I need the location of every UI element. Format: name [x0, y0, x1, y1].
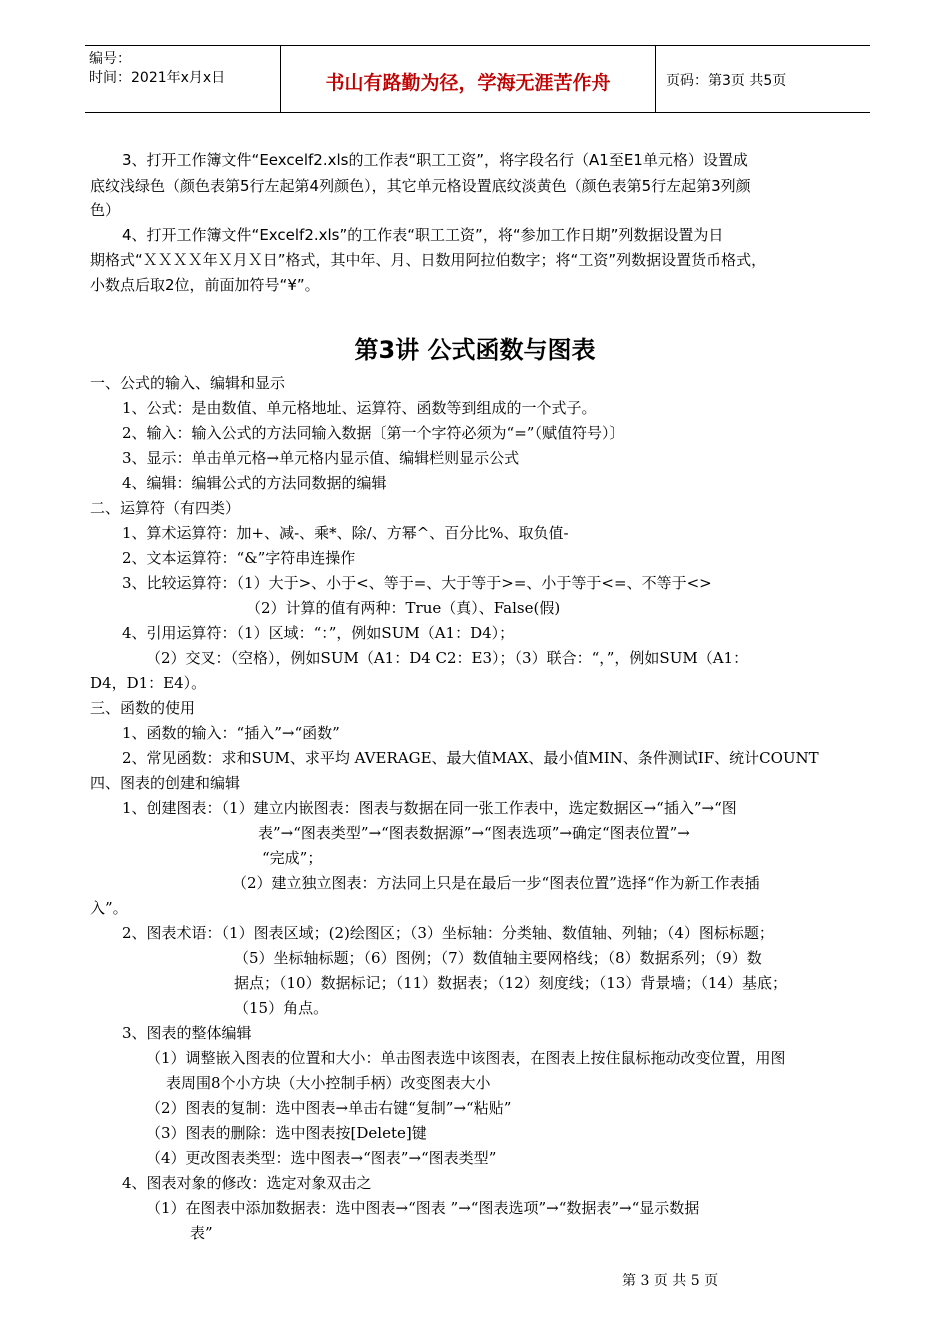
body-line: 2、输入：输入公式的方法同输入数据〔第一个字符必须为“=”（赋值符号）〕: [122, 424, 625, 442]
section-heading: 四、图表的创建和编辑: [90, 774, 241, 792]
body-line: 入”。: [90, 899, 128, 917]
section-heading: 三、函数的使用: [90, 699, 196, 717]
document-date: 时间：2021年x月x日: [89, 70, 226, 86]
body-line: （2）交叉：（空格），例如SUM（A1：D4 C2：E3）；（3）联合：“，”，例如SUM（A1：: [146, 649, 749, 667]
intro-line: 4、打开工作簿文件“Excelf2.xls”的工作表“职工工资”，将“参加工作日期”列数据设置为日: [122, 226, 724, 244]
body-line: 表”→“图表类型”→“图表数据源”→“图表选项”→确定“图表位置”→: [258, 824, 690, 842]
body-line: D4，D1：E4）。: [90, 674, 207, 692]
body-line: 3、图表的整体编辑: [122, 1024, 252, 1042]
body-line: 表”: [190, 1224, 213, 1242]
intro-line: 3、打开工作簿文件“Eexcelf2.xls的工作表“职工工资”，将字段名行（A1至E1单元格）设置成: [122, 151, 748, 169]
body-line: （3）图表的删除：选中图表按[Delete]键: [146, 1124, 427, 1142]
intro-line: 期格式“ＸＸＸＸ年Ｘ月Ｘ日”格式，其中年、月、日数用阿拉伯数字；将“工资”列数据设置货币格式，: [90, 251, 767, 269]
intro-line: 小数点后取2位，前面加符号“¥”。: [90, 276, 320, 294]
header-motto: 书山有路勤为径，学海无涯苦作舟: [281, 46, 656, 112]
body-line: （15）角点。: [234, 999, 329, 1017]
body-line: （2）计算的值有两种：True（真）、False(假): [246, 599, 561, 617]
page-header: [85, 45, 870, 113]
lecture-title: 第3讲 公式函数与图表: [354, 336, 596, 364]
body-line: （1）调整嵌入图表的位置和大小：单击图表选中该图表，在图表上按住鼠标拖动改变位置，用图: [146, 1049, 786, 1067]
body-line: 1、函数的输入：“插入”→“函数”: [122, 724, 340, 742]
header-meta: [85, 46, 281, 112]
body-line: 3、比较运算符：（1）大于>、小于<、等于=、大于等于>=、小于等于<=、不等于<>: [122, 574, 712, 592]
body-line: 2、文本运算符：“&”字符串连操作: [122, 549, 356, 567]
body-line: 表周围8个小方块（大小控制手柄）改变图表大小: [166, 1074, 491, 1092]
page-footer: 第 3 页 共 5 页: [622, 1273, 719, 1289]
body-line: 1、公式：是由数值、单元格地址、运算符、函数等到组成的一个式子。: [122, 399, 597, 417]
body-line: 2、常见函数：求和SUM、求平均 AVERAGE、最大值MAX、最小值MIN、条件测试IF、统计COUNT: [122, 749, 819, 767]
body-line: （1）在图表中添加数据表：选中图表→“图表 ”→“图表选项”→“数据表”→“显示数据: [146, 1199, 700, 1217]
body-line: 3、显示：单击单元格→单元格内显示值、编辑栏则显示公式: [122, 449, 520, 467]
body-line: 1、创建图表：（1）建立内嵌图表：图表与数据在同一张工作表中，选定数据区→“插入”→“图: [122, 799, 737, 817]
section-heading: 二、运算符（有四类）: [90, 499, 241, 517]
body-line: 1、算术运算符：加+、减-、乘*、除/、方幂^、百分比%、取负值-: [122, 524, 569, 542]
body-line: 据点；（10）数据标记；（11）数据表；（12）刻度线；（13）背景墙；（14）基底；: [234, 974, 787, 992]
body-line: “完成”；: [262, 849, 323, 867]
header-page-number: 页码：第3页 共5页: [666, 73, 787, 89]
body-line: 2、图表术语：（1）图表区域；(2)绘图区；（3）坐标轴：分类轴、数值轴、列轴；（4）图标标题；: [122, 924, 774, 942]
body-line: （5）坐标轴标题；（6）图例；（7）数值轴主要网格线；（8）数据系列；（9）数: [234, 949, 762, 967]
body-line: 4、编辑：编辑公式的方法同数据的编辑: [122, 474, 387, 492]
body-line: （2）建立独立图表：方法同上只是在最后一步“图表位置”选择“作为新工作表插: [232, 874, 760, 892]
body-line: （4）更改图表类型：选中图表→“图表”→“图表类型”: [146, 1149, 497, 1167]
body-line: 4、引用运算符：（1）区域：“：”，例如SUM（A1：D4）；: [122, 624, 515, 642]
intro-line: 底纹浅绿色（颜色表第5行左起第4列颜色），其它单元格设置底纹淡黄色（颜色表第5行左起第3列颜: [90, 177, 751, 195]
body-line: 4、图表对象的修改：选定对象双击之: [122, 1174, 372, 1192]
document-number: 编号：: [89, 51, 131, 67]
intro-line: 色）: [90, 201, 121, 219]
body-line: （2）图表的复制：选中图表→单击右键“复制”→“粘贴”: [146, 1099, 512, 1117]
section-heading: 一、公式的输入、编辑和显示: [90, 374, 286, 392]
